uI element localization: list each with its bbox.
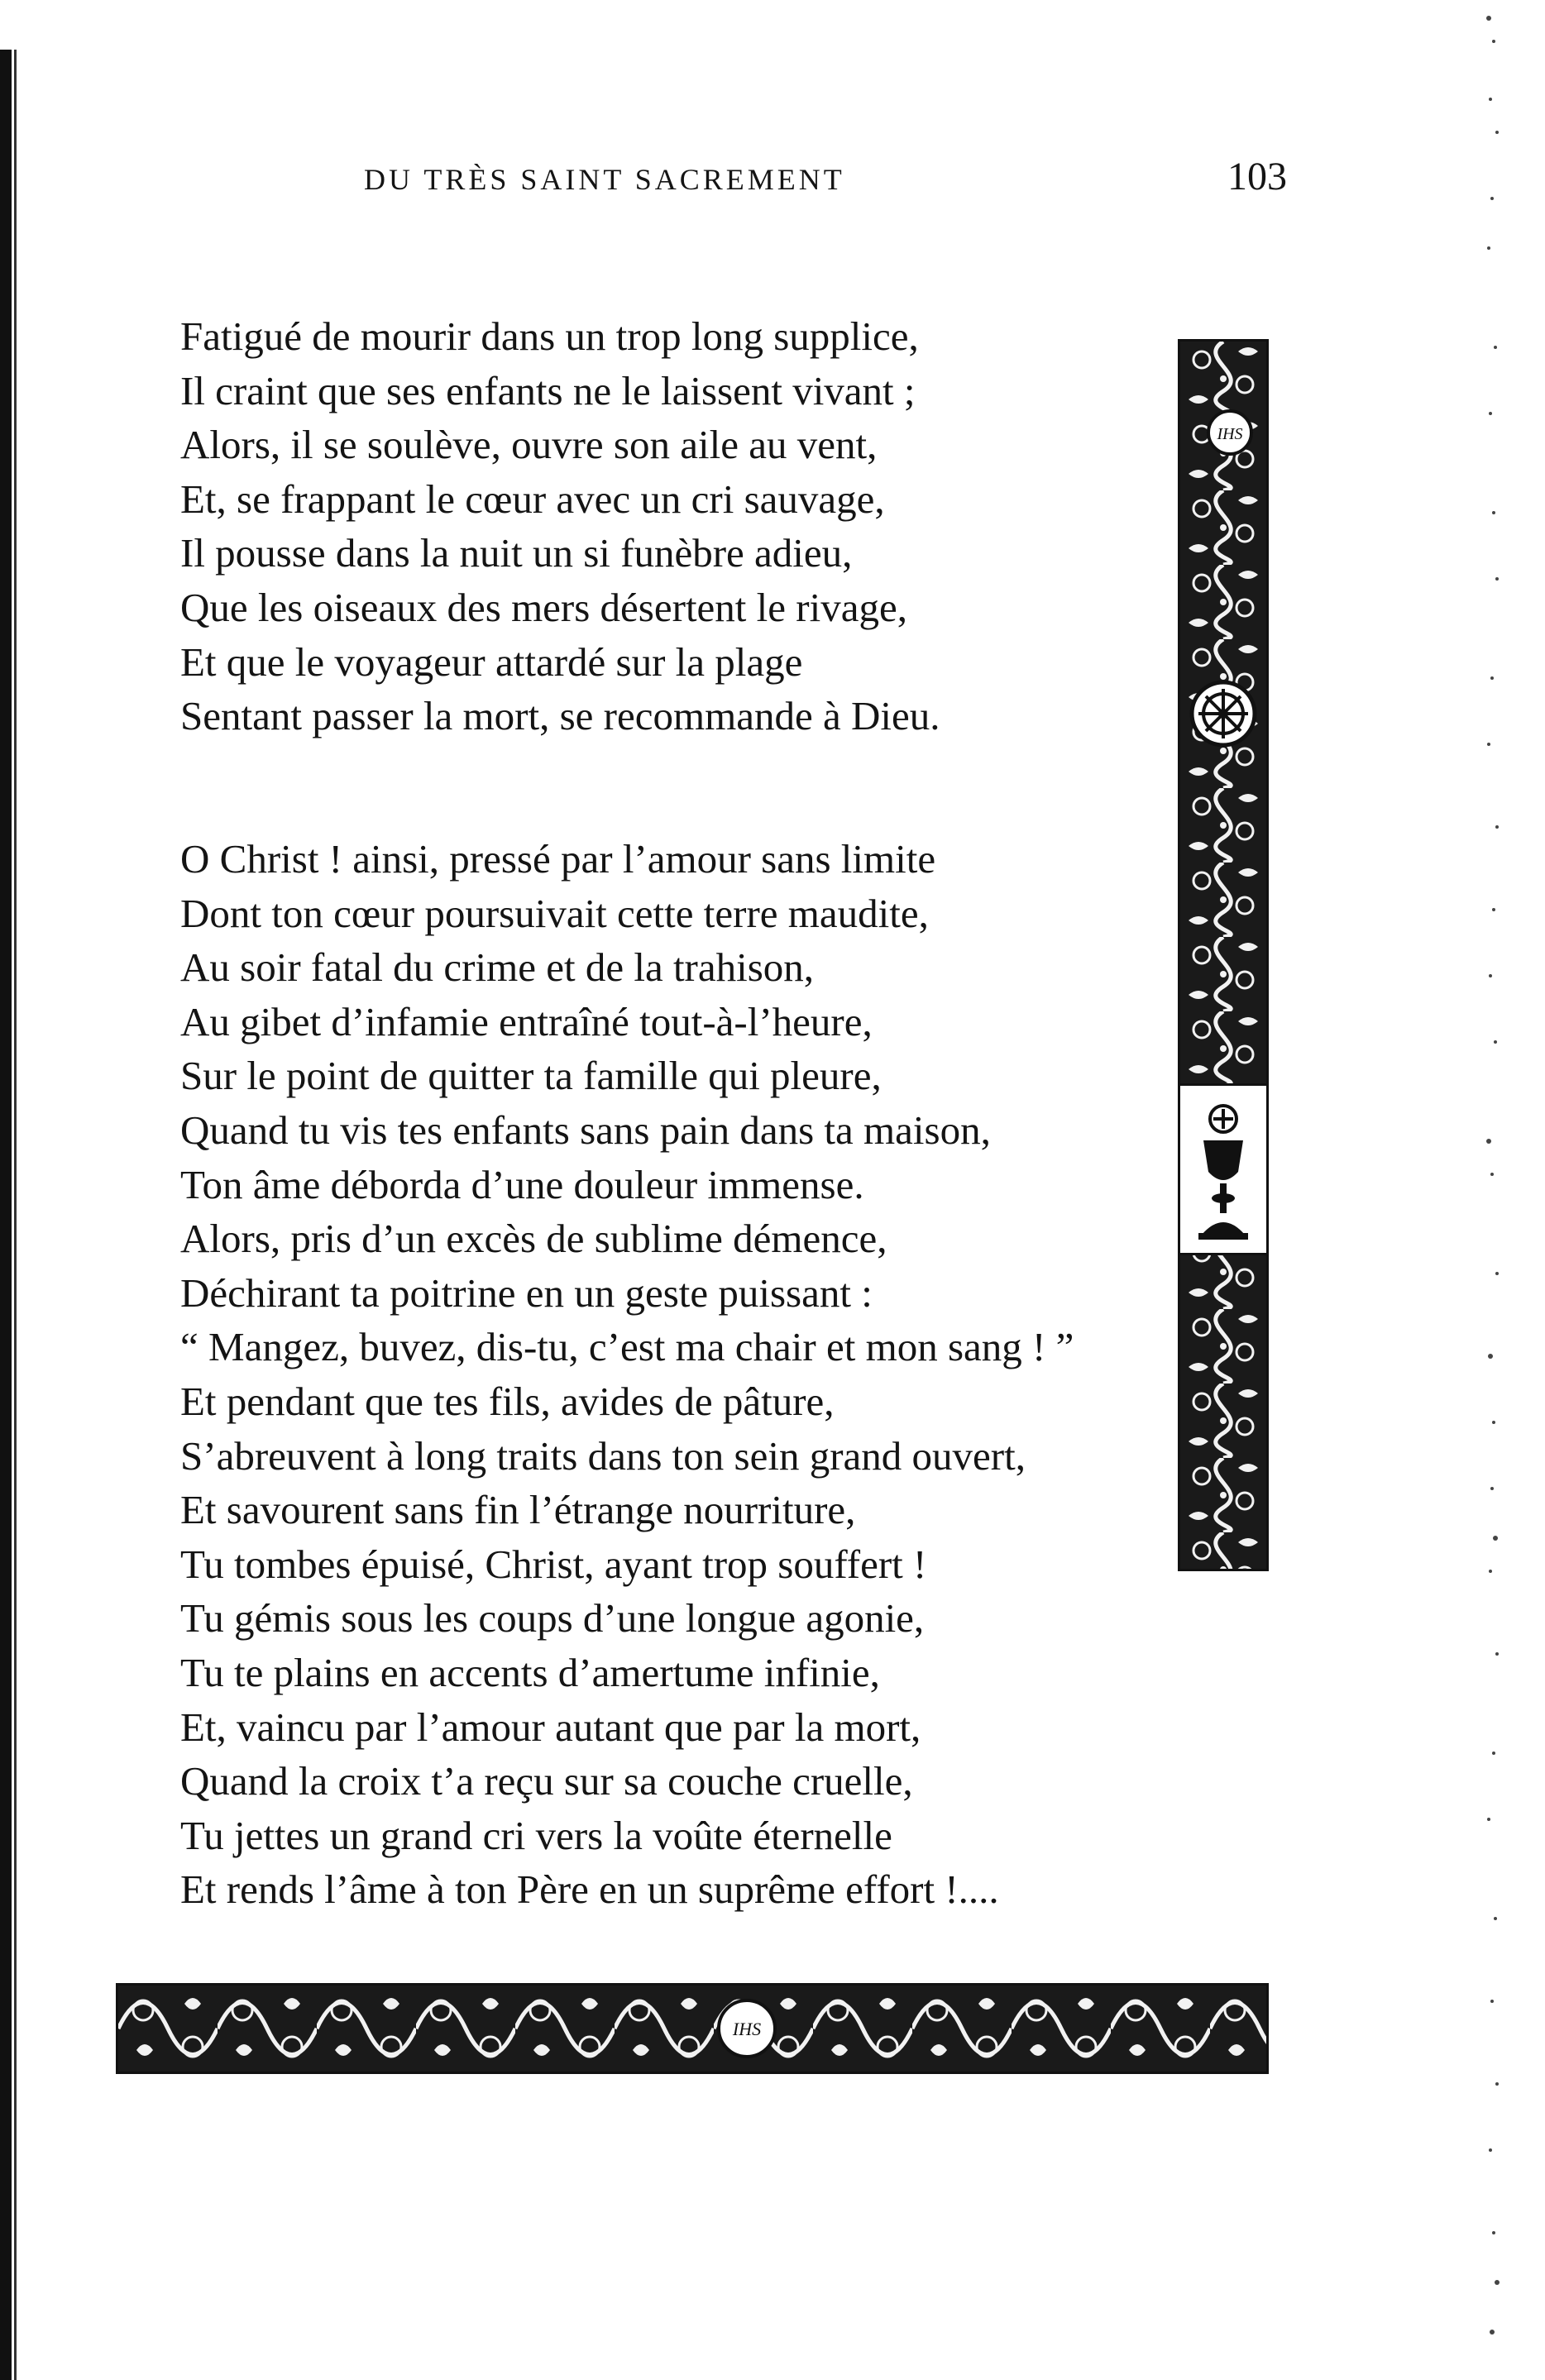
verse-line: Tu te plains en accents d’amertume infinie, bbox=[180, 1649, 880, 1695]
verse-line: Sentant passer la mort, se recommande à Dieu. bbox=[180, 693, 940, 739]
page-number: 103 bbox=[1227, 155, 1287, 198]
verse-line: Et que le voyageur attardé sur la plage bbox=[180, 638, 803, 685]
scan-speckle-margin bbox=[1439, 0, 1545, 2380]
verse-line: Et, se frappant le cœur avec un cri sauvage, bbox=[180, 476, 885, 522]
verse-line: Et pendant que tes fils, avides de pâture, bbox=[180, 1378, 835, 1424]
floral-border-vertical bbox=[1178, 339, 1269, 1571]
verse-line: Et savourent sans fin l’étrange nourriture, bbox=[180, 1487, 856, 1533]
verse-line: S’abreuvent à long traits dans ton sein grand ouvert, bbox=[180, 1432, 1026, 1479]
verse-line: Au soir fatal du crime et de la trahison, bbox=[180, 944, 815, 991]
verse-line: Déchirant ta poitrine en un geste puissant : bbox=[180, 1269, 873, 1316]
verse-line: Et, vaincu par l’amour autant que par la mort, bbox=[180, 1704, 921, 1750]
verse-line: Il craint que ses enfants ne le laissent vivant ; bbox=[180, 367, 916, 413]
rosette-medallion-icon bbox=[1192, 682, 1255, 745]
floral-border-horizontal bbox=[116, 1983, 1269, 2074]
ihs-monogram-icon bbox=[1208, 411, 1251, 454]
floral-border-ornament-icon bbox=[1180, 342, 1266, 1569]
chalice-with-host-icon bbox=[1180, 1086, 1266, 1253]
binding-gutter-edge-inner bbox=[14, 50, 17, 2380]
verse-line: Sur le point de quitter ta famille qui pleure, bbox=[180, 1053, 882, 1099]
verse-line: Alors, il se soulève, ouvre son aile au vent, bbox=[180, 422, 878, 468]
chalice-panel bbox=[1178, 1083, 1269, 1255]
verse-line: O Christ ! ainsi, pressé par l’amour sans limite bbox=[180, 836, 936, 882]
verse-line: Et rends l’âme à ton Père en un suprême effort !.... bbox=[180, 1866, 999, 1913]
binding-gutter-edge bbox=[0, 50, 12, 2380]
verse-line: Au gibet d’infamie entraîné tout-à-l’heure, bbox=[180, 998, 873, 1044]
verse-line: “ Mangez, buvez, dis-tu, c’est ma chair et mon sang ! ” bbox=[180, 1324, 1074, 1370]
verse-line: Fatigué de mourir dans un trop long supplice, bbox=[180, 313, 919, 359]
svg-text:IHS: IHS bbox=[1217, 425, 1243, 443]
verse-line: Tu gémis sous les coups d’une longue agonie, bbox=[180, 1595, 925, 1642]
verse-line: Quand tu vis tes enfants sans pain dans ta maison, bbox=[180, 1106, 991, 1153]
svg-text:IHS: IHS bbox=[732, 2019, 762, 2039]
floral-border-ornament-icon bbox=[118, 1986, 1266, 2072]
stanza-2 bbox=[180, 832, 1074, 1917]
verse-line: Que les oiseaux des mers désertent le rivage, bbox=[180, 584, 907, 630]
verse-line: Il pousse dans la nuit un si funèbre adieu, bbox=[180, 530, 853, 576]
verse-line: Ton âme déborda d’une douleur immense. bbox=[180, 1161, 864, 1207]
stanza-1 bbox=[180, 309, 940, 743]
verse-line: Quand la croix t’a reçu sur sa couche cruelle, bbox=[180, 1758, 913, 1804]
verse-line: Tu tombes épuisé, Christ, ayant trop souffert ! bbox=[180, 1541, 927, 1587]
verse-line: Dont ton cœur poursuivait cette terre maudite, bbox=[180, 890, 929, 936]
running-head: DU TRÈS SAINT SACREMENT bbox=[364, 163, 845, 196]
verse-line: Alors, pris d’un excès de sublime démence, bbox=[180, 1216, 887, 1262]
verse-line: Tu jettes un grand cri vers la voûte éternelle bbox=[180, 1812, 892, 1858]
ihs-monogram-icon bbox=[719, 2000, 775, 2057]
